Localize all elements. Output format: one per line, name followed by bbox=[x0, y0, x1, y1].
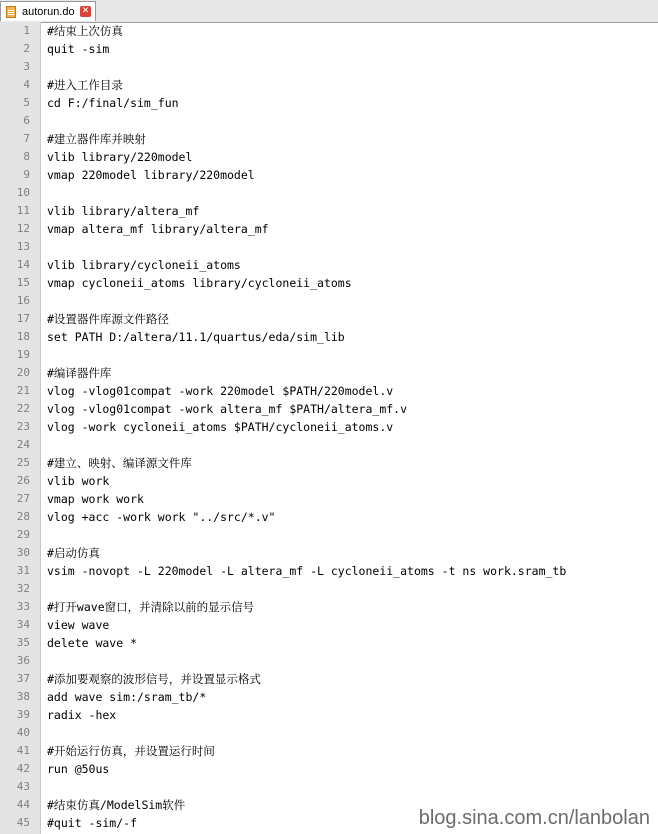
tab-bar bbox=[0, 0, 658, 23]
line-number: 8 bbox=[23, 150, 30, 163]
line-number: 17 bbox=[16, 312, 30, 325]
code-line[interactable] bbox=[0, 40, 658, 58]
code-line[interactable] bbox=[0, 778, 658, 796]
line-number: 9 bbox=[23, 168, 30, 181]
code-text[interactable]: set PATH D:/altera/11.1/quartus/eda/sim_lib bbox=[47, 330, 345, 344]
code-line[interactable] bbox=[0, 328, 658, 346]
line-number: 10 bbox=[16, 186, 30, 199]
code-line[interactable] bbox=[0, 688, 658, 706]
code-text[interactable]: view wave bbox=[47, 618, 110, 632]
line-number: 15 bbox=[16, 276, 30, 289]
line-number: 37 bbox=[16, 672, 30, 685]
code-text[interactable]: cd F:/final/sim_fun bbox=[47, 96, 179, 110]
code-line[interactable] bbox=[0, 454, 658, 472]
code-line[interactable] bbox=[0, 166, 658, 184]
code-line[interactable] bbox=[0, 490, 658, 508]
document-icon bbox=[6, 6, 16, 18]
code-line[interactable] bbox=[0, 418, 658, 436]
code-line[interactable] bbox=[0, 724, 658, 742]
line-number: 42 bbox=[16, 762, 30, 775]
code-text[interactable]: #开始运行仿真，并设置运行时间 bbox=[47, 744, 215, 758]
line-number: 4 bbox=[23, 78, 30, 91]
code-text[interactable]: #建立器件库并映射 bbox=[47, 132, 146, 146]
code-line[interactable] bbox=[0, 436, 658, 454]
code-text[interactable]: vmap altera_mf library/altera_mf bbox=[47, 222, 269, 236]
code-line[interactable] bbox=[0, 310, 658, 328]
line-number: 19 bbox=[16, 348, 30, 361]
line-number: 7 bbox=[23, 132, 30, 145]
code-line[interactable] bbox=[0, 274, 658, 292]
code-text[interactable]: #结束仿真/ModelSim软件 bbox=[47, 798, 186, 812]
line-number: 36 bbox=[16, 654, 30, 667]
code-line[interactable] bbox=[0, 508, 658, 526]
code-line[interactable] bbox=[0, 202, 658, 220]
line-number: 1 bbox=[23, 24, 30, 37]
code-line[interactable] bbox=[0, 220, 658, 238]
code-text[interactable]: vlib library/cycloneii_atoms bbox=[47, 258, 241, 272]
line-number: 40 bbox=[16, 726, 30, 739]
line-number: 2 bbox=[23, 42, 30, 55]
watermark: blog.sina.com.cn/lanbolan bbox=[418, 807, 650, 829]
code-text[interactable]: vmap cycloneii_atoms library/cycloneii_atoms bbox=[47, 276, 352, 290]
code-text[interactable]: vmap 220model library/220model bbox=[47, 168, 255, 182]
line-number: 20 bbox=[16, 366, 30, 379]
code-line[interactable] bbox=[0, 292, 658, 310]
code-text[interactable]: #进入工作目录 bbox=[47, 78, 123, 92]
line-number: 6 bbox=[23, 114, 30, 127]
code-line[interactable] bbox=[0, 580, 658, 598]
line-number: 23 bbox=[16, 420, 30, 433]
code-text[interactable]: vlib library/altera_mf bbox=[47, 204, 200, 218]
code-text[interactable]: #启动仿真 bbox=[47, 546, 100, 560]
code-text[interactable]: #打开wave窗口，并清除以前的显示信号 bbox=[47, 600, 255, 614]
code-text[interactable]: vlog -vlog01compat -work altera_mf $PATH/altera_mf.v bbox=[47, 402, 408, 416]
code-line[interactable] bbox=[0, 94, 658, 112]
code-text[interactable]: #建立、映射、编译源文件库 bbox=[47, 456, 192, 470]
line-number: 39 bbox=[16, 708, 30, 721]
code-text[interactable]: #quit -sim/-f bbox=[47, 816, 138, 830]
code-line[interactable] bbox=[0, 256, 658, 274]
code-text[interactable]: vmap work work bbox=[47, 492, 144, 506]
line-number: 45 bbox=[16, 816, 30, 829]
code-line[interactable] bbox=[0, 184, 658, 202]
code-line[interactable] bbox=[0, 346, 658, 364]
line-number: 34 bbox=[16, 618, 30, 631]
code-text[interactable]: #编译器件库 bbox=[47, 366, 112, 380]
code-line[interactable] bbox=[0, 670, 658, 688]
code-line[interactable] bbox=[0, 742, 658, 760]
code-line[interactable] bbox=[0, 364, 658, 382]
code-text[interactable]: delete wave * bbox=[47, 636, 138, 650]
code-line[interactable] bbox=[0, 58, 658, 76]
code-line[interactable] bbox=[0, 382, 658, 400]
line-number: 13 bbox=[16, 240, 30, 253]
close-icon[interactable]: ✕ bbox=[81, 6, 90, 16]
line-number: 27 bbox=[16, 492, 30, 505]
code-line[interactable] bbox=[0, 238, 658, 256]
line-number: 12 bbox=[16, 222, 30, 235]
line-number: 24 bbox=[16, 438, 30, 451]
code-line[interactable] bbox=[0, 526, 658, 544]
code-line[interactable] bbox=[0, 634, 658, 652]
line-number: 35 bbox=[16, 636, 30, 649]
code-text[interactable]: vlib work bbox=[47, 474, 110, 488]
line-number: 33 bbox=[16, 600, 30, 613]
code-text[interactable]: radix -hex bbox=[47, 708, 117, 722]
code-line[interactable] bbox=[0, 472, 658, 490]
code-text[interactable]: #结束上次仿真 bbox=[47, 24, 123, 38]
code-text[interactable]: add wave sim:/sram_tb/* bbox=[47, 690, 207, 704]
line-number: 32 bbox=[16, 582, 30, 595]
line-number: 30 bbox=[16, 546, 30, 559]
line-number: 25 bbox=[16, 456, 30, 469]
code-editor[interactable] bbox=[0, 22, 658, 834]
tab-autorun[interactable] bbox=[0, 1, 96, 21]
code-text[interactable]: vlog -vlog01compat -work 220model $PATH/220model.v bbox=[47, 384, 394, 398]
code-text[interactable]: vlog +acc -work work "../src/*.v" bbox=[47, 510, 276, 524]
line-number: 14 bbox=[16, 258, 30, 271]
line-number: 43 bbox=[16, 780, 30, 793]
line-number: 28 bbox=[16, 510, 30, 523]
code-text[interactable]: #添加要观察的波形信号，并设置显示格式 bbox=[47, 672, 261, 686]
line-number: 16 bbox=[16, 294, 30, 307]
code-line[interactable] bbox=[0, 760, 658, 778]
code-line[interactable] bbox=[0, 652, 658, 670]
line-number: 22 bbox=[16, 402, 30, 415]
code-line[interactable] bbox=[0, 112, 658, 130]
code-line[interactable] bbox=[0, 400, 658, 418]
code-text[interactable]: quit -sim bbox=[47, 42, 110, 56]
code-text[interactable]: vsim -novopt -L 220model -L altera_mf -L cycloneii_atoms -t ns work.sram_tb bbox=[47, 564, 567, 578]
line-number: 18 bbox=[16, 330, 30, 343]
line-number: 21 bbox=[16, 384, 30, 397]
line-number: 44 bbox=[16, 798, 30, 811]
code-text[interactable]: vlog -work cycloneii_atoms $PATH/cycloneii_atoms.v bbox=[47, 420, 394, 434]
code-line[interactable] bbox=[0, 598, 658, 616]
code-line[interactable] bbox=[0, 616, 658, 634]
code-text[interactable]: #设置器件库源文件路径 bbox=[47, 312, 169, 326]
code-text[interactable]: run @50us bbox=[47, 762, 110, 776]
code-line[interactable] bbox=[0, 706, 658, 724]
line-number: 38 bbox=[16, 690, 30, 703]
line-number: 26 bbox=[16, 474, 30, 487]
code-line[interactable] bbox=[0, 148, 658, 166]
tab-title: autorun.do bbox=[22, 5, 75, 18]
line-number: 31 bbox=[16, 564, 30, 577]
line-number: 11 bbox=[16, 204, 30, 217]
line-number: 5 bbox=[23, 96, 30, 109]
code-line[interactable] bbox=[0, 130, 658, 148]
line-number: 29 bbox=[16, 528, 30, 541]
code-line[interactable] bbox=[0, 22, 658, 40]
code-line[interactable] bbox=[0, 562, 658, 580]
code-line[interactable] bbox=[0, 76, 658, 94]
code-line[interactable] bbox=[0, 544, 658, 562]
line-number: 41 bbox=[16, 744, 30, 757]
code-text[interactable]: vlib library/220model bbox=[47, 150, 193, 164]
line-number: 3 bbox=[23, 60, 30, 73]
